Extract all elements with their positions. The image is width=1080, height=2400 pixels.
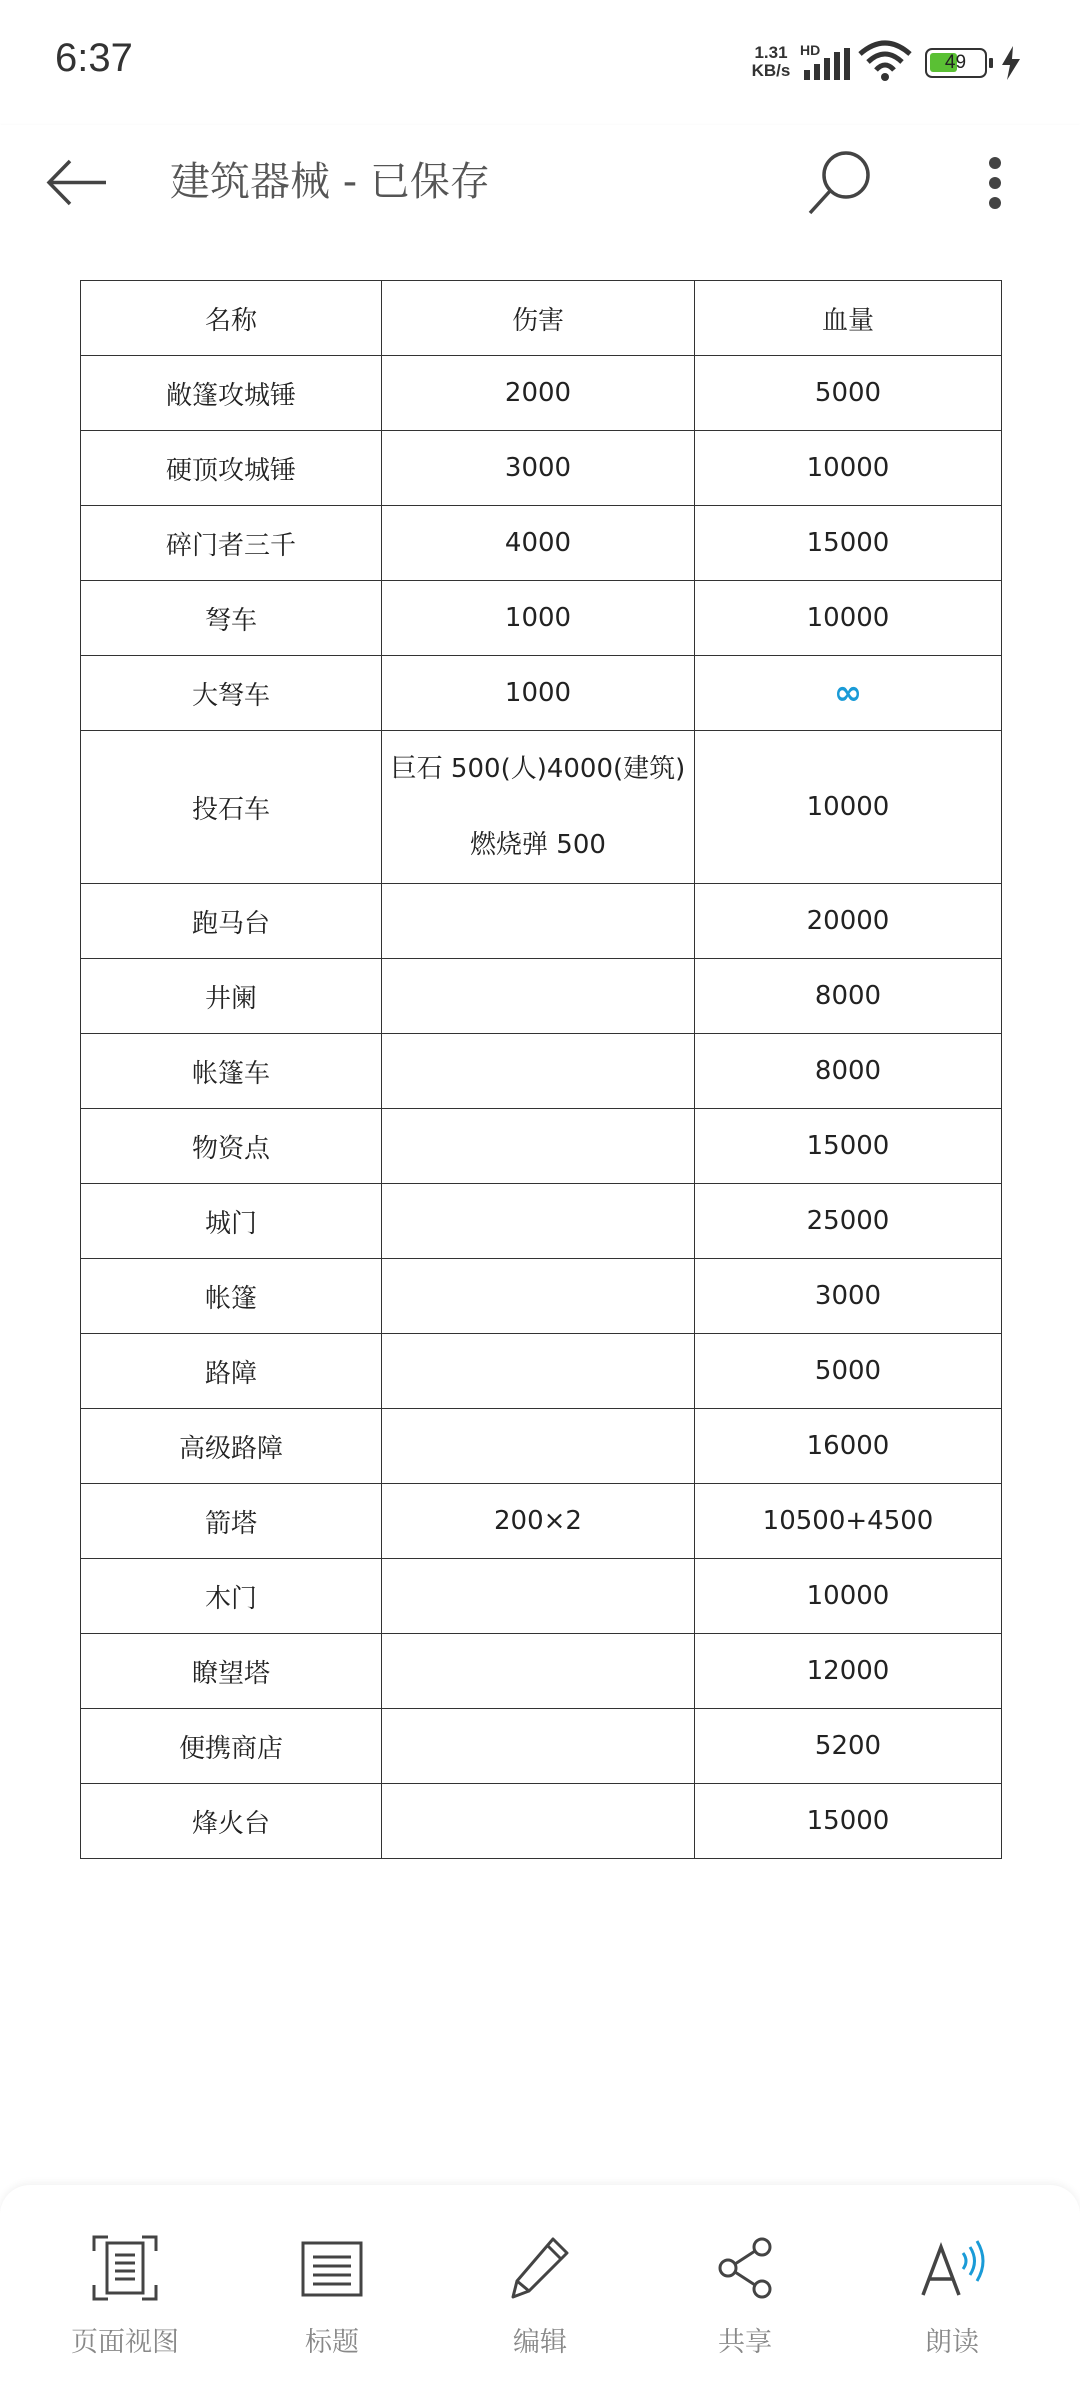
share-button[interactable] bbox=[645, 2185, 845, 2400]
page-view-icon bbox=[90, 2233, 160, 2303]
status-bar bbox=[0, 0, 1080, 125]
cell-damage: 1000 bbox=[382, 581, 695, 656]
cell-hp: 3000 bbox=[695, 1259, 1002, 1334]
cell-name: 高级路障 bbox=[81, 1409, 382, 1484]
header-cell-damage: 伤害 bbox=[382, 281, 695, 356]
cell-damage: 2000 bbox=[382, 356, 695, 431]
table-row bbox=[81, 1634, 1002, 1709]
search-button[interactable] bbox=[800, 143, 880, 223]
headings-button[interactable] bbox=[232, 2185, 432, 2400]
cell-hp: 16000 bbox=[695, 1409, 1002, 1484]
read-aloud-button[interactable] bbox=[852, 2185, 1052, 2400]
cell-hp: 8000 bbox=[695, 959, 1002, 1034]
cell-name: 碎门者三千 bbox=[81, 506, 382, 581]
network-speed-unit: KB/s bbox=[751, 61, 791, 80]
cell-damage-line: 巨石 500(人)4000(建筑) bbox=[390, 754, 686, 784]
pencil-icon bbox=[505, 2233, 575, 2303]
cell-signal-icon bbox=[802, 48, 854, 80]
cell-damage bbox=[382, 1184, 695, 1259]
cell-hp: 5000 bbox=[695, 356, 1002, 431]
cell-hp: 15000 bbox=[695, 1109, 1002, 1184]
cell-name: 木门 bbox=[81, 1559, 382, 1634]
share-icon bbox=[710, 2233, 780, 2303]
table-row bbox=[81, 1334, 1002, 1409]
cell-damage bbox=[382, 959, 695, 1034]
charging-icon bbox=[1000, 46, 1022, 80]
share-label: 共享 bbox=[718, 2327, 772, 2358]
wifi-icon bbox=[858, 40, 912, 82]
headings-label: 标题 bbox=[305, 2327, 359, 2358]
cell-hp: 15000 bbox=[695, 506, 1002, 581]
page-view-button[interactable] bbox=[25, 2185, 225, 2400]
cell-hp: 10000 bbox=[695, 731, 1002, 884]
cell-damage: 1000 bbox=[382, 656, 695, 731]
cell-damage bbox=[382, 1784, 695, 1859]
cell-hp: 5000 bbox=[695, 1334, 1002, 1409]
cell-damage bbox=[382, 731, 695, 884]
cell-damage bbox=[382, 1109, 695, 1184]
cell-hp: 8000 bbox=[695, 1034, 1002, 1109]
cell-hp: 12000 bbox=[695, 1634, 1002, 1709]
list-icon bbox=[297, 2233, 367, 2303]
top-toolbar bbox=[0, 125, 1080, 247]
table-row bbox=[81, 656, 1002, 731]
more-options-button[interactable] bbox=[960, 143, 1030, 223]
cell-hp bbox=[695, 656, 1002, 731]
table-row bbox=[81, 959, 1002, 1034]
cell-name: 跑马台 bbox=[81, 884, 382, 959]
cell-name: 箭塔 bbox=[81, 1484, 382, 1559]
table-row bbox=[81, 731, 1002, 884]
table-row bbox=[81, 1259, 1002, 1334]
cell-name: 城门 bbox=[81, 1184, 382, 1259]
table-row bbox=[81, 1484, 1002, 1559]
cell-hp: 20000 bbox=[695, 884, 1002, 959]
cell-damage bbox=[382, 884, 695, 959]
table-row bbox=[81, 431, 1002, 506]
cell-hp: 25000 bbox=[695, 1184, 1002, 1259]
cell-name: 投石车 bbox=[81, 731, 382, 884]
cell-damage bbox=[382, 1409, 695, 1484]
bottom-toolbar bbox=[0, 2185, 1080, 2400]
edit-label: 编辑 bbox=[513, 2327, 567, 2358]
read-aloud-icon bbox=[917, 2233, 987, 2303]
cell-hp: 10000 bbox=[695, 431, 1002, 506]
cell-damage: 4000 bbox=[382, 506, 695, 581]
table-row bbox=[81, 1409, 1002, 1484]
cell-damage bbox=[382, 1334, 695, 1409]
network-speed bbox=[748, 44, 794, 80]
cell-name: 井阑 bbox=[81, 959, 382, 1034]
cell-damage bbox=[382, 1559, 695, 1634]
header-cell-hp: 血量 bbox=[695, 281, 1002, 356]
table-row bbox=[81, 1709, 1002, 1784]
table-row bbox=[81, 1109, 1002, 1184]
status-time: 6:37 bbox=[55, 36, 133, 80]
table-row bbox=[81, 506, 1002, 581]
cell-name: 烽火台 bbox=[81, 1784, 382, 1859]
arrow-left-icon bbox=[40, 145, 115, 220]
page-view-label: 页面视图 bbox=[71, 2327, 179, 2358]
table-row bbox=[81, 1559, 1002, 1634]
table-header-row bbox=[81, 281, 1002, 356]
battery-level: 49 bbox=[944, 52, 967, 73]
cell-name: 便携商店 bbox=[81, 1709, 382, 1784]
cell-damage bbox=[382, 1259, 695, 1334]
cell-name: 帐篷 bbox=[81, 1259, 382, 1334]
cell-damage bbox=[382, 1709, 695, 1784]
back-button[interactable] bbox=[40, 145, 115, 220]
cell-damage: 3000 bbox=[382, 431, 695, 506]
cell-damage bbox=[382, 1634, 695, 1709]
cell-name: 硬顶攻城锤 bbox=[81, 431, 382, 506]
table-row bbox=[81, 581, 1002, 656]
cell-name: 路障 bbox=[81, 1334, 382, 1409]
edit-button[interactable] bbox=[440, 2185, 640, 2400]
data-table bbox=[80, 280, 1002, 1859]
cell-name: 弩车 bbox=[81, 581, 382, 656]
more-vertical-icon bbox=[960, 143, 1030, 223]
read-aloud-label: 朗读 bbox=[925, 2327, 979, 2358]
cell-damage bbox=[382, 1034, 695, 1109]
cell-name: 瞭望塔 bbox=[81, 1634, 382, 1709]
hd-label: HD bbox=[800, 42, 821, 58]
cell-name: 物资点 bbox=[81, 1109, 382, 1184]
document-title: 建筑器械 - 已保存 bbox=[170, 159, 490, 205]
cell-name: 大弩车 bbox=[81, 656, 382, 731]
cell-hp: 10500+4500 bbox=[695, 1484, 1002, 1559]
cell-name: 敞篷攻城锤 bbox=[81, 356, 382, 431]
cell-damage: 200×2 bbox=[382, 1484, 695, 1559]
header-cell-name: 名称 bbox=[81, 281, 382, 356]
cell-hp: 10000 bbox=[695, 1559, 1002, 1634]
table-row bbox=[81, 1034, 1002, 1109]
network-speed-value: 1.31 bbox=[754, 43, 788, 62]
search-icon bbox=[800, 143, 880, 223]
table-row bbox=[81, 884, 1002, 959]
table-row bbox=[81, 1784, 1002, 1859]
table-row bbox=[81, 1184, 1002, 1259]
battery-icon bbox=[925, 48, 987, 78]
infinity-icon: ∞ bbox=[833, 673, 863, 713]
cell-name: 帐篷车 bbox=[81, 1034, 382, 1109]
cell-hp: 10000 bbox=[695, 581, 1002, 656]
document-content[interactable] bbox=[0, 247, 1080, 2187]
cell-hp: 5200 bbox=[695, 1709, 1002, 1784]
cell-damage-line: 燃烧弹 500 bbox=[470, 830, 606, 860]
cell-hp: 15000 bbox=[695, 1784, 1002, 1859]
table-row bbox=[81, 356, 1002, 431]
